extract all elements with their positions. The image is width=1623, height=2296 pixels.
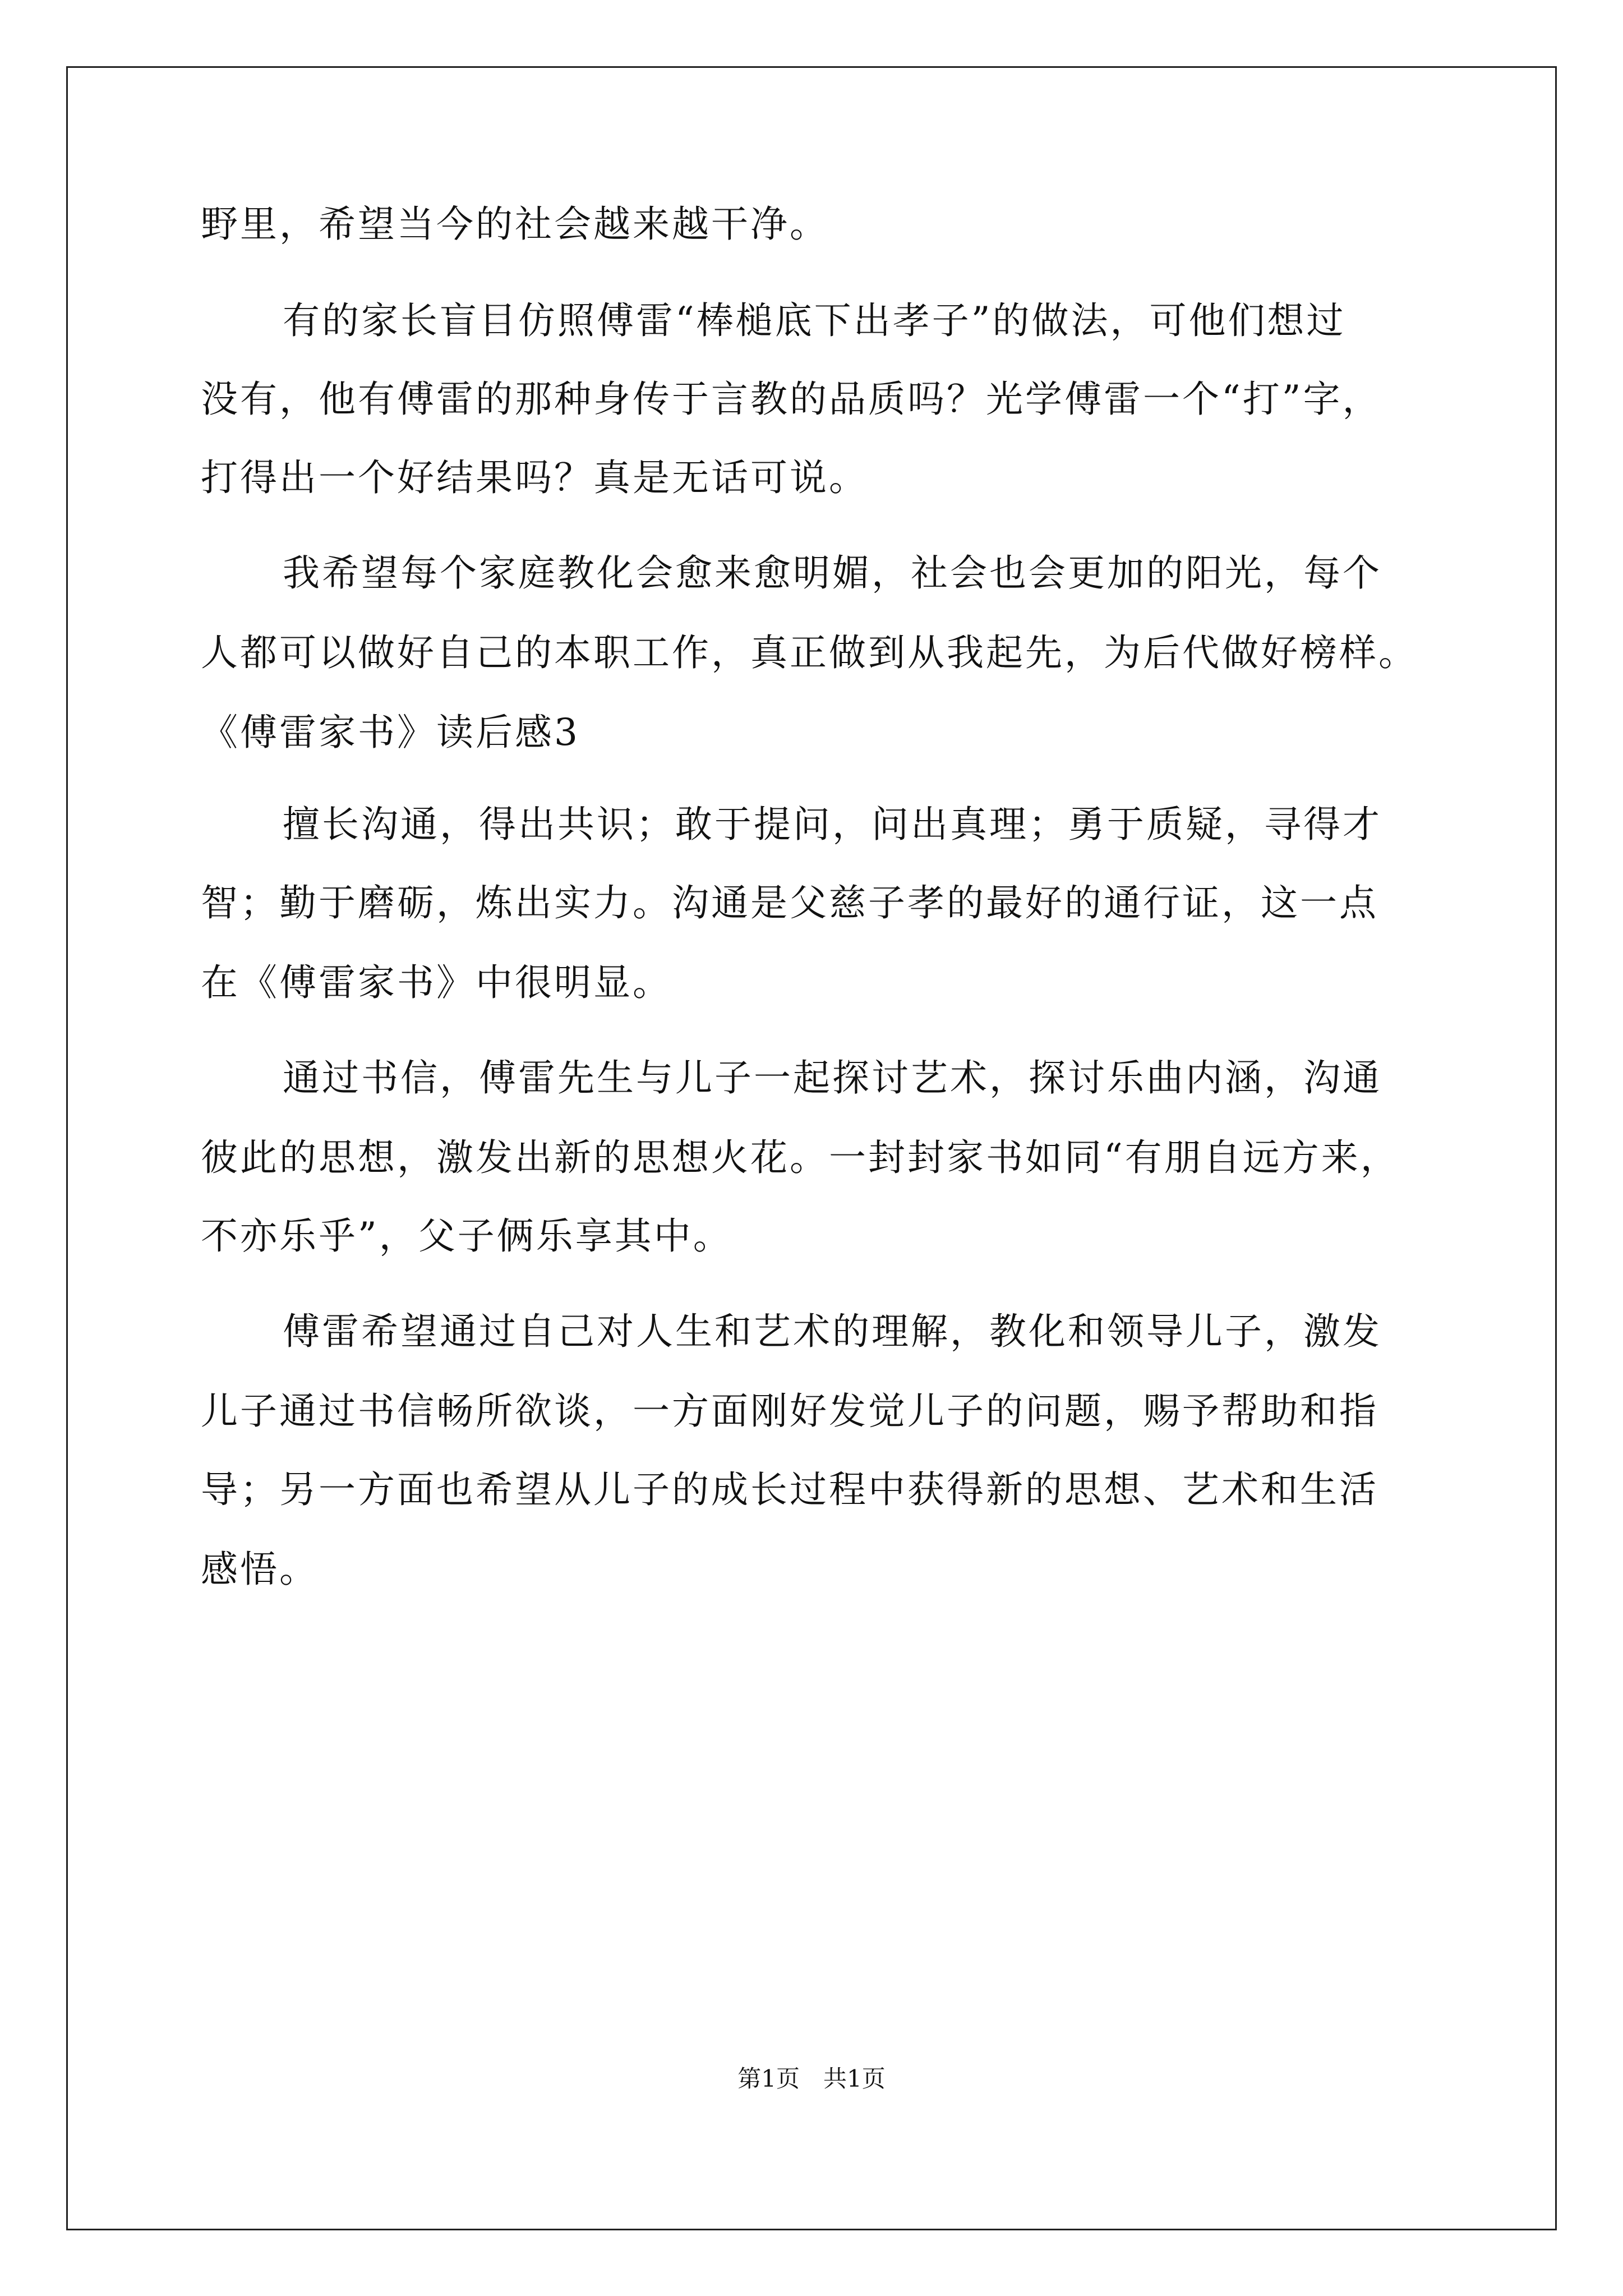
text-line: 儿子通过书信畅所欲谈，一方面刚好发觉儿子的问题，赐予帮助和指: [201, 1389, 1378, 1433]
paragraph-line: 傅雷希望通过自己对人生和艺术的理解，教化和领导儿子，激发: [283, 1310, 1382, 1353]
text-line: 感悟。: [201, 1548, 319, 1591]
text-line: 人都可以做好自己的本职工作，真正做到从我起先，为后代做好榜样。: [201, 631, 1418, 674]
text-line: 彼此的思想，激发出新的思想火花。一封封家书如同“有朋自远方来，: [201, 1136, 1400, 1179]
paragraph-line: 我希望每个家庭教化会愈来愈明媚，社会也会更加的阳光，每个: [283, 551, 1382, 595]
text-line: 打得出一个好结果吗？真是无话可说。: [201, 456, 868, 499]
text-line: 智；勤于磨砺，炼出实力。沟通是父慈子孝的最好的通行证，这一点: [201, 881, 1378, 924]
section-heading: 《傅雷家书》读后感3: [201, 711, 580, 754]
paragraph-line: 通过书信，傅雷先生与儿子一起探讨艺术，探讨乐曲内涵，沟通: [283, 1056, 1382, 1099]
paragraph-line: 擅长沟通，得出共识；敢于提问，问出真理；勇于质疑，寻得才: [283, 803, 1382, 846]
text-line: 不亦乐乎”，父子俩乐享其中。: [201, 1214, 732, 1258]
text-line: 野里，希望当今的社会越来越干净。: [201, 203, 829, 246]
text-line: 导；另一方面也希望从儿子的成长过程中获得新的思想、艺术和生活: [201, 1468, 1378, 1511]
text-line: 在《傅雷家书》中很明显。: [201, 961, 672, 1004]
page-footer: 第1页 共1页: [737, 2065, 886, 2092]
paragraph-line: 有的家长盲目仿照傅雷“棒槌底下出孝子”的做法，可他们想过: [283, 299, 1346, 342]
text-line: 没有，他有傅雷的那种身传于言教的品质吗？光学傅雷一个“打”字，: [201, 378, 1382, 421]
